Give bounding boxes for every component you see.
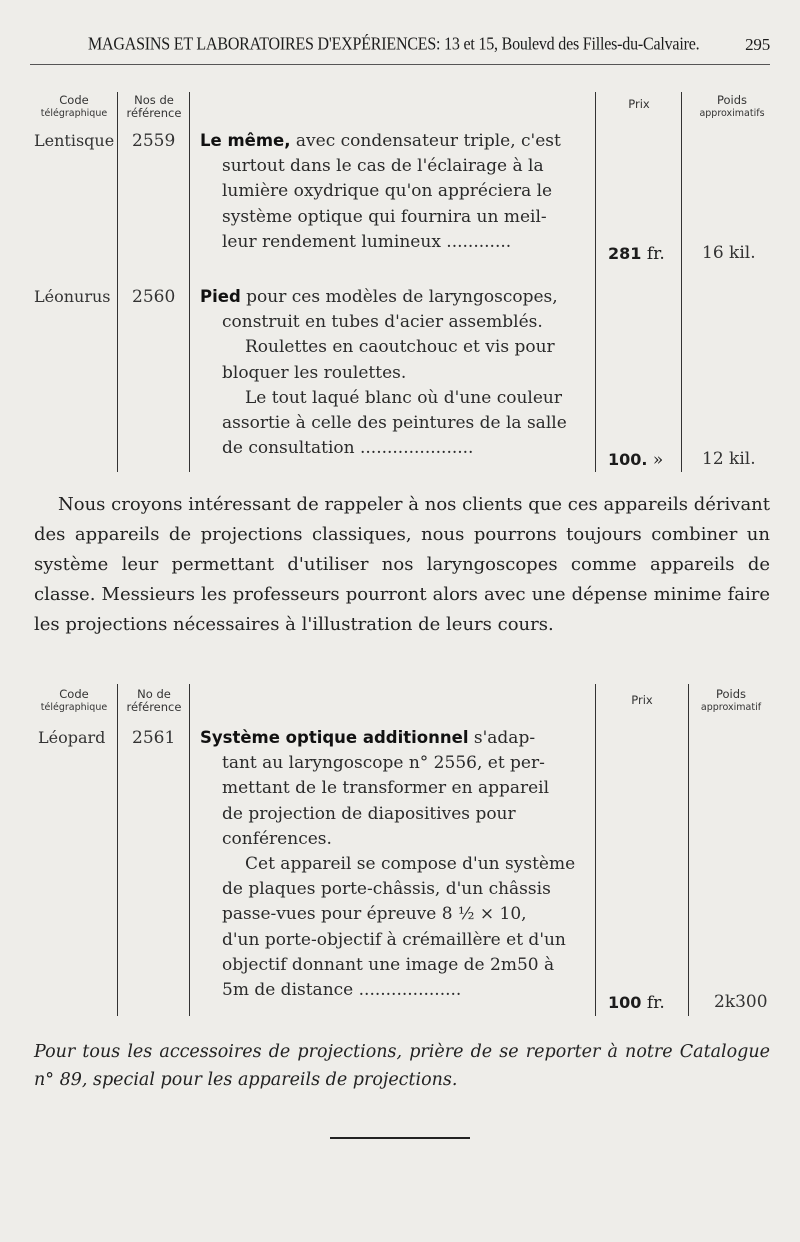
col-header-ref: No de référence [126,687,182,714]
page-number: 295 [745,35,770,54]
weight: 2k300 [714,992,768,1012]
column-rule [595,684,596,1016]
column-rule [117,684,118,1016]
header-title: MAGASINS ET LABORATOIRES D'EXPÉRIENCES: 13 et 15, Boulevd des Filles-du-Calvaire. [88,34,700,55]
intro-paragraph: Nous croyons intéressant de rappeler à nos clients que ces appareils dérivant des appareils de projections classiques, nous pourrons toujours combiner un système leur permettant d'utiliser nos laryngoscopes comme appareils de classe. Messieurs les professeurs pourront alors avec une dépense minime faire les projections nécessaires à l'illustration de leurs cours. [34,494,770,635]
code-cell: Léonurus [34,287,111,306]
footer-note: Pour tous les accessoires de projections, prière de se reporter à notre Catalogue n° 89, special pour les appareils de projections. [34,1042,770,1090]
ref-cell: 2559 [132,131,176,151]
col-header-prix: Prix [631,693,653,707]
column-rule [117,92,118,472]
running-header [88,30,770,60]
price: 100 fr. [608,993,665,1013]
price: 281 fr. [608,244,665,264]
end-rule [330,1137,470,1139]
code-cell: Léopard [38,728,106,747]
weight: 16 kil. [702,243,756,263]
price: 100. » [608,450,664,470]
ref-cell: 2561 [132,728,176,748]
code-cell: Lentisque [34,131,115,150]
col-header-ref: Nos de référence [126,93,182,120]
column-rule [189,92,190,472]
description: Système optique additionnel s'adap- tant au laryngoscope n° 2556, et per- mettant de le transformer en appareil de projection de diapositives pour conférences. Cet appareil se compose d'un système de plaques porte-châssis, d'un châssis passe-vues pour épreuve 8 ½ × 10, d'un porte-objectif à crémaillère et d'un objectif donnant une image de 2m50 à 5m de distance ................... [200,728,576,1001]
column-rule [189,684,190,1016]
col-header-code: Code télégraphique [40,687,108,713]
item-title: Système optique additionnel [200,728,469,747]
item-title: Le même, [200,131,291,150]
ref-cell: 2560 [132,287,176,307]
col-header-prix: Prix [628,97,650,111]
description: Pied pour ces modèles de laryngoscopes, construit en tubes d'acier assemblés. Roulettes en caoutchouc et vis pour bloquer les roulettes. Le tout laqué blanc où d'une couleur assortie à celle des peintures de la salle de consultation ..................... [200,287,567,459]
col-header-poids: Poids approximatif [700,687,762,713]
column-rule [681,92,682,472]
col-header-code: Code télégraphique [40,93,108,119]
item-title: Pied [200,287,241,306]
column-rule [595,92,596,472]
column-rule [688,684,689,1016]
description: Le même, avec condensateur triple, c'est surtout dans le cas de l'éclairage à la lumière oxydrique qu'on appréciera le système optique qui fournira un meil- leur rendement lumineux ............ [200,131,561,252]
weight: 12 kil. [702,449,756,469]
col-header-poids: Poids approximatifs [699,93,765,119]
header-rule [30,64,770,65]
